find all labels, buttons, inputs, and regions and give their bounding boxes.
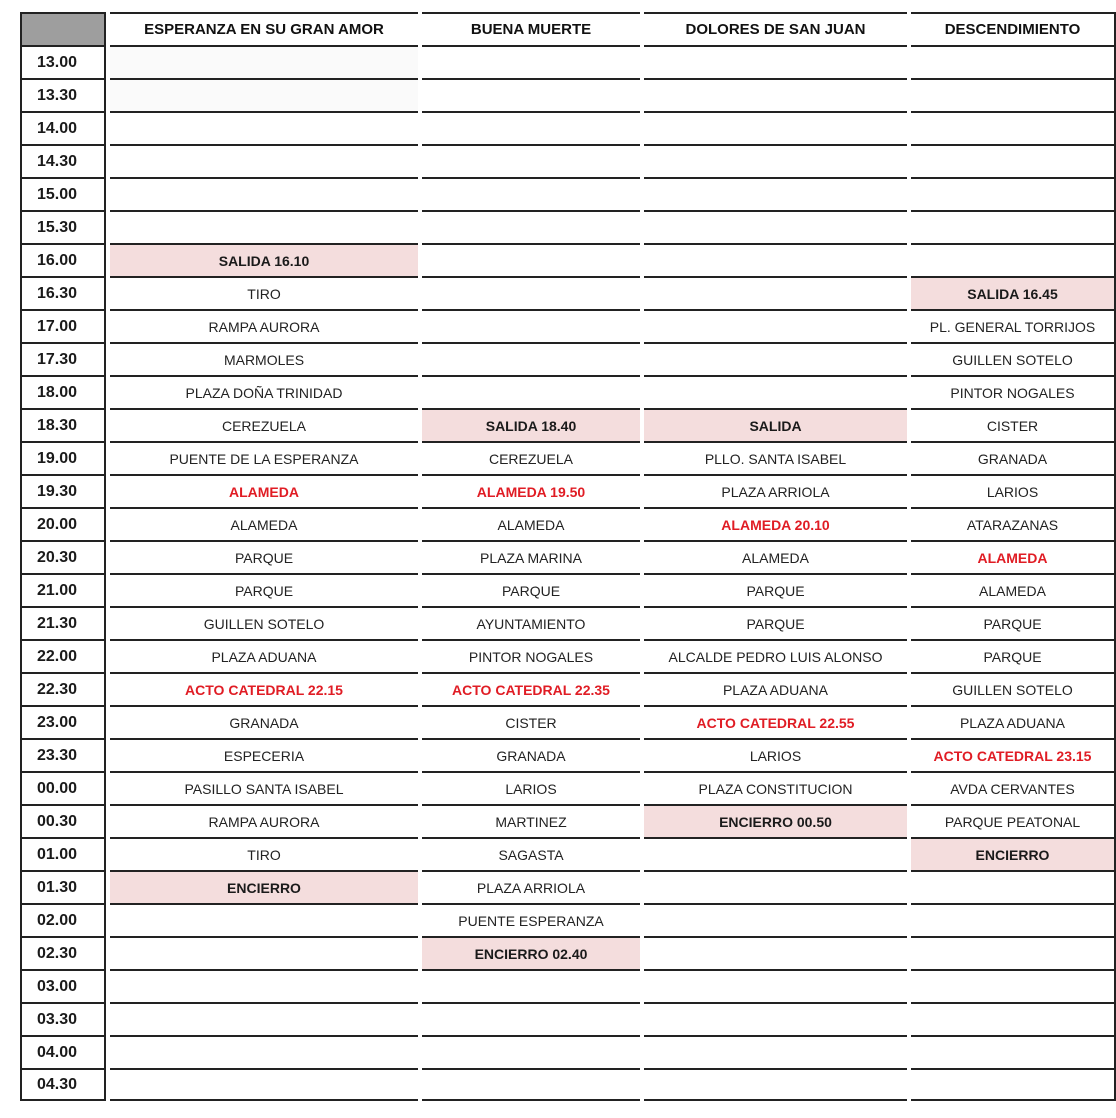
schedule-cell: PARQUE <box>911 606 1116 639</box>
schedule-cell <box>911 870 1116 903</box>
time-label: 18.30 <box>20 408 106 441</box>
time-label: 00.30 <box>20 804 106 837</box>
schedule-cell: PARQUE <box>110 540 418 573</box>
time-label: 14.30 <box>20 144 106 177</box>
time-label: 02.30 <box>20 936 106 969</box>
schedule-cell <box>911 45 1116 78</box>
schedule-cell: ESPECERIA <box>110 738 418 771</box>
column-header-3: DOLORES DE SAN JUAN <box>644 12 907 45</box>
time-label: 01.30 <box>20 870 106 903</box>
schedule-cell: SALIDA <box>644 408 907 441</box>
time-label: 04.00 <box>20 1035 106 1068</box>
schedule-cell: PL. GENERAL TORRIJOS <box>911 309 1116 342</box>
schedule-cell: TIRO <box>110 276 418 309</box>
time-label: 17.30 <box>20 342 106 375</box>
schedule-cell: GRANADA <box>110 705 418 738</box>
schedule-cell: PLAZA ADUANA <box>110 639 418 672</box>
schedule-cell <box>110 1002 418 1035</box>
schedule-cell: LARIOS <box>644 738 907 771</box>
time-label: 18.00 <box>20 375 106 408</box>
schedule-cell: SAGASTA <box>422 837 640 870</box>
schedule-cell: MARMOLES <box>110 342 418 375</box>
schedule-cell <box>911 111 1116 144</box>
time-label: 21.30 <box>20 606 106 639</box>
schedule-cell: ALAMEDA 19.50 <box>422 474 640 507</box>
time-label: 16.00 <box>20 243 106 276</box>
schedule-cell: AVDA CERVANTES <box>911 771 1116 804</box>
schedule-cell: RAMPA AURORA <box>110 804 418 837</box>
schedule-cell <box>911 969 1116 1002</box>
schedule-cell <box>644 870 907 903</box>
schedule-cell: PLAZA ARRIOLA <box>644 474 907 507</box>
schedule-cell <box>422 177 640 210</box>
schedule-cell <box>911 78 1116 111</box>
schedule-cell <box>644 375 907 408</box>
schedule-cell: LARIOS <box>422 771 640 804</box>
time-label: 13.30 <box>20 78 106 111</box>
time-label: 03.00 <box>20 969 106 1002</box>
schedule-cell <box>644 342 907 375</box>
schedule-cell: PUENTE DE LA ESPERANZA <box>110 441 418 474</box>
schedule-cell: PARQUE <box>422 573 640 606</box>
schedule-cell: PARQUE <box>110 573 418 606</box>
schedule-cell: TIRO <box>110 837 418 870</box>
schedule-cell: GUILLEN SOTELO <box>911 672 1116 705</box>
schedule-cell <box>644 177 907 210</box>
schedule-cell <box>644 78 907 111</box>
time-label: 14.00 <box>20 111 106 144</box>
time-label: 00.00 <box>20 771 106 804</box>
schedule-cell <box>911 243 1116 276</box>
schedule-cell: ALAMEDA <box>110 507 418 540</box>
schedule-cell: ATARAZANAS <box>911 507 1116 540</box>
schedule-cell: ALAMEDA <box>422 507 640 540</box>
schedule-cell <box>110 903 418 936</box>
schedule-cell: GUILLEN SOTELO <box>911 342 1116 375</box>
schedule-cell: ALAMEDA <box>911 540 1116 573</box>
schedule-cell: ENCIERRO 02.40 <box>422 936 640 969</box>
schedule-cell <box>911 210 1116 243</box>
time-label: 17.00 <box>20 309 106 342</box>
schedule-cell <box>110 936 418 969</box>
schedule-cell: PLAZA CONSTITUCION <box>644 771 907 804</box>
column-header-4: DESCENDIMIENTO <box>911 12 1116 45</box>
schedule-cell: PLAZA ADUANA <box>911 705 1116 738</box>
schedule-cell: ACTO CATEDRAL 22.15 <box>110 672 418 705</box>
schedule-cell: PARQUE <box>644 573 907 606</box>
time-label: 01.00 <box>20 837 106 870</box>
schedule-cell <box>644 111 907 144</box>
schedule-cell: CEREZUELA <box>422 441 640 474</box>
time-label: 15.30 <box>20 210 106 243</box>
column-header-2: BUENA MUERTE <box>422 12 640 45</box>
time-label: 20.30 <box>20 540 106 573</box>
schedule-cell: ALAMEDA <box>110 474 418 507</box>
schedule-cell <box>644 309 907 342</box>
schedule-cell: ALAMEDA 20.10 <box>644 507 907 540</box>
schedule-cell <box>644 903 907 936</box>
schedule-cell <box>911 1002 1116 1035</box>
schedule-cell <box>644 1035 907 1068</box>
schedule-cell: SALIDA 16.10 <box>110 243 418 276</box>
schedule-cell <box>911 903 1116 936</box>
schedule-cell <box>911 1035 1116 1068</box>
schedule-cell <box>644 243 907 276</box>
time-label: 23.30 <box>20 738 106 771</box>
schedule-cell <box>911 144 1116 177</box>
time-label: 03.30 <box>20 1002 106 1035</box>
schedule-cell <box>422 144 640 177</box>
schedule-cell: ALAMEDA <box>911 573 1116 606</box>
schedule-cell: MARTINEZ <box>422 804 640 837</box>
schedule-cell <box>644 45 907 78</box>
schedule-cell <box>644 837 907 870</box>
schedule-cell: PARQUE PEATONAL <box>911 804 1116 837</box>
schedule-cell <box>644 210 907 243</box>
schedule-cell: SALIDA 16.45 <box>911 276 1116 309</box>
schedule-cell: PLAZA ADUANA <box>644 672 907 705</box>
time-label: 23.00 <box>20 705 106 738</box>
procession-schedule-table <box>20 12 1116 1101</box>
schedule-cell <box>422 45 640 78</box>
time-label: 22.30 <box>20 672 106 705</box>
schedule-cell: ACTO CATEDRAL 22.55 <box>644 705 907 738</box>
schedule-cell: AYUNTAMIENTO <box>422 606 640 639</box>
schedule-cell <box>422 1002 640 1035</box>
schedule-cell <box>644 936 907 969</box>
time-label: 21.00 <box>20 573 106 606</box>
schedule-cell: ACTO CATEDRAL 22.35 <box>422 672 640 705</box>
time-label: 13.00 <box>20 45 106 78</box>
schedule-cell: PLAZA DOÑA TRINIDAD <box>110 375 418 408</box>
schedule-cell <box>644 969 907 1002</box>
schedule-cell: CEREZUELA <box>110 408 418 441</box>
schedule-cell: RAMPA AURORA <box>110 309 418 342</box>
time-label: 22.00 <box>20 639 106 672</box>
schedule-cell <box>422 375 640 408</box>
schedule-cell: PASILLO SANTA ISABEL <box>110 771 418 804</box>
schedule-cell <box>110 1068 418 1101</box>
schedule-cell <box>110 177 418 210</box>
schedule-cell <box>644 1068 907 1101</box>
time-label: 04.30 <box>20 1068 106 1101</box>
schedule-cell <box>911 936 1116 969</box>
schedule-cell: PLAZA MARINA <box>422 540 640 573</box>
schedule-cell: PARQUE <box>644 606 907 639</box>
schedule-cell <box>422 243 640 276</box>
schedule-cell: PINTOR NOGALES <box>911 375 1116 408</box>
schedule-cell: PUENTE ESPERANZA <box>422 903 640 936</box>
schedule-cell <box>110 78 418 111</box>
time-label: 15.00 <box>20 177 106 210</box>
header-corner <box>20 12 106 45</box>
schedule-cell: ENCIERRO 00.50 <box>644 804 907 837</box>
schedule-cell <box>110 111 418 144</box>
schedule-cell <box>911 177 1116 210</box>
schedule-cell: LARIOS <box>911 474 1116 507</box>
time-label: 19.00 <box>20 441 106 474</box>
column-header-1: ESPERANZA EN SU GRAN AMOR <box>110 12 418 45</box>
schedule-cell: PARQUE <box>911 639 1116 672</box>
schedule-cell: GRANADA <box>422 738 640 771</box>
schedule-cell: GRANADA <box>911 441 1116 474</box>
schedule-cell <box>422 969 640 1002</box>
schedule-cell <box>422 210 640 243</box>
schedule-cell: GUILLEN SOTELO <box>110 606 418 639</box>
schedule-cell <box>422 342 640 375</box>
schedule-cell <box>911 1068 1116 1101</box>
schedule-cell: SALIDA 18.40 <box>422 408 640 441</box>
schedule-cell <box>422 78 640 111</box>
schedule-cell: ALCALDE PEDRO LUIS ALONSO <box>644 639 907 672</box>
time-label: 02.00 <box>20 903 106 936</box>
schedule-cell <box>422 1035 640 1068</box>
time-label: 16.30 <box>20 276 106 309</box>
schedule-cell <box>110 210 418 243</box>
schedule-cell: ENCIERRO <box>911 837 1116 870</box>
schedule-cell <box>422 309 640 342</box>
schedule-cell <box>644 144 907 177</box>
time-label: 19.30 <box>20 474 106 507</box>
schedule-cell <box>110 969 418 1002</box>
schedule-cell <box>110 1035 418 1068</box>
schedule-cell: CISTER <box>422 705 640 738</box>
schedule-cell <box>422 111 640 144</box>
schedule-cell: CISTER <box>911 408 1116 441</box>
schedule-cell <box>110 144 418 177</box>
schedule-cell <box>422 276 640 309</box>
schedule-cell: ACTO CATEDRAL 23.15 <box>911 738 1116 771</box>
schedule-cell: ALAMEDA <box>644 540 907 573</box>
schedule-cell <box>644 1002 907 1035</box>
schedule-cell: PLLO. SANTA ISABEL <box>644 441 907 474</box>
schedule-cell <box>110 45 418 78</box>
time-label: 20.00 <box>20 507 106 540</box>
schedule-cell <box>422 1068 640 1101</box>
schedule-cell: PINTOR NOGALES <box>422 639 640 672</box>
schedule-cell: ENCIERRO <box>110 870 418 903</box>
schedule-cell <box>644 276 907 309</box>
schedule-cell: PLAZA ARRIOLA <box>422 870 640 903</box>
